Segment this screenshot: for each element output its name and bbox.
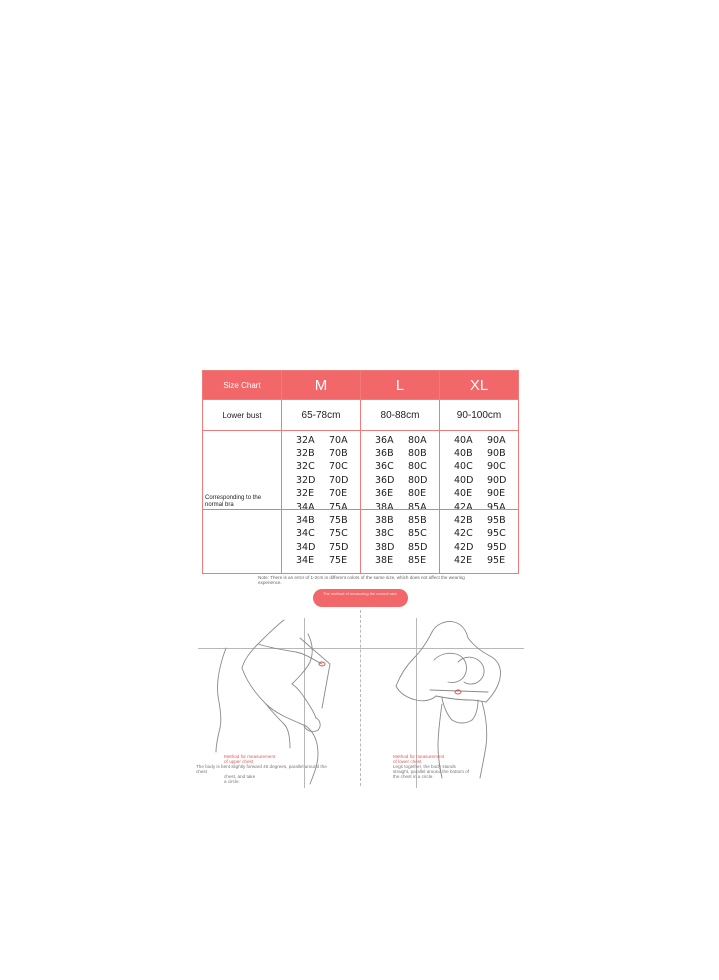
- upper-chest-caption: [196, 754, 360, 784]
- measuring-method-pill: [313, 589, 408, 607]
- lower-chest-caption-title-1: Method for measurement: [393, 754, 445, 759]
- us-band-size: 34E: [296, 554, 315, 566]
- eu-band-size: 70A: [329, 435, 348, 446]
- eu-band-size: 80C: [408, 461, 427, 473]
- eu-band-size: 95C: [487, 528, 506, 540]
- bra-size-pair: [454, 474, 518, 487]
- bra-size-pair: [454, 514, 518, 527]
- bra-sizes-l: [361, 431, 440, 574]
- bra-size-pair: [296, 460, 360, 473]
- bra-size-pair: [296, 541, 360, 554]
- us-band-size: 38D: [375, 541, 395, 553]
- eu-band-size: 90C: [487, 461, 506, 473]
- eu-band-size: 85E: [408, 554, 427, 566]
- row-divider: [282, 509, 360, 510]
- bra-size-pair: [454, 447, 518, 460]
- bra-size-list-l: [361, 431, 439, 567]
- us-band-size: 34C: [296, 528, 315, 540]
- us-band-size: 40D: [454, 474, 474, 486]
- us-band-size: 38E: [375, 554, 394, 566]
- bra-size-pair: [375, 434, 439, 447]
- eu-band-size: 75C: [329, 528, 348, 540]
- eu-band-size: 90E: [487, 487, 506, 499]
- bra-size-pair: [375, 487, 439, 500]
- us-band-size: 38A: [375, 502, 394, 514]
- eu-band-size: 90B: [487, 448, 506, 460]
- bra-size-label-line2: normal bra: [205, 502, 234, 508]
- lower-chest-caption-title-2: of lower chest: [393, 759, 422, 764]
- us-band-size: 40E: [454, 487, 473, 499]
- upper-chest-caption-title-2: of upper chest: [224, 759, 254, 764]
- bra-size-pair: [375, 527, 439, 540]
- size-note: Note: There is an error of 1-2cm in different colors of the same size, which does not affect the wearing experience.: [258, 575, 465, 585]
- lower-chest-caption-desc-1: Legs together, the body stands: [393, 764, 456, 769]
- eu-band-size: 85C: [408, 528, 427, 540]
- eu-band-size: 95E: [487, 554, 506, 566]
- us-band-size: 42C: [454, 528, 473, 540]
- eu-band-size: 90D: [487, 474, 507, 486]
- lower-bust-m: 65-78cm: [282, 400, 361, 431]
- bra-size-pair: [296, 554, 360, 567]
- bra-size-pair: [296, 474, 360, 487]
- lower-bust-xl: 90-100cm: [440, 400, 519, 431]
- size-table: [202, 370, 519, 574]
- us-band-size: 34A: [296, 502, 315, 514]
- eu-band-size: 80B: [408, 448, 427, 460]
- us-band-size: 32C: [296, 461, 315, 473]
- lower-bust-label: Lower bust: [203, 400, 282, 431]
- size-xl-header: XL: [440, 371, 519, 400]
- row-divider: [440, 509, 518, 510]
- bra-size-pair: [375, 554, 439, 567]
- us-band-size: 40B: [454, 448, 473, 460]
- bra-size-pair: [296, 514, 360, 527]
- bra-size-pair: [375, 514, 439, 527]
- bra-size-label: [203, 431, 282, 574]
- bra-size-pair: [375, 460, 439, 473]
- bra-size-pair: [454, 460, 518, 473]
- measuring-method-label: The method of measuring the correct size: [323, 591, 397, 596]
- eu-band-size: 95A: [487, 502, 506, 514]
- lower-chest-caption-desc-3: the chest in a circle.: [393, 774, 434, 779]
- us-band-size: 32E: [296, 487, 315, 499]
- eu-band-size: 70C: [329, 461, 348, 473]
- us-band-size: 42B: [454, 515, 473, 527]
- bra-size-pair: [454, 487, 518, 500]
- bra-size-pair: [454, 541, 518, 554]
- us-band-size: 36B: [375, 448, 394, 460]
- us-band-size: 32A: [296, 435, 315, 446]
- us-band-size: 36E: [375, 487, 394, 499]
- upper-chest-caption-desc-4: a circle.: [224, 779, 240, 784]
- us-band-size: 32B: [296, 448, 315, 460]
- eu-band-size: 85A: [408, 502, 427, 514]
- bra-size-pair: [454, 527, 518, 540]
- us-band-size: 42E: [454, 554, 473, 566]
- us-band-size: 36A: [375, 435, 394, 446]
- table-header-row: [203, 371, 519, 400]
- eu-band-size: 75E: [329, 554, 348, 566]
- us-band-size: 42D: [454, 541, 474, 553]
- eu-band-size: 70D: [329, 474, 349, 486]
- bra-size-label-line1: Corresponding to the: [205, 495, 262, 501]
- bra-size-pair: [296, 447, 360, 460]
- eu-band-size: 75A: [329, 502, 348, 514]
- upper-chest-caption-desc-2: chest: [196, 769, 207, 774]
- us-band-size: 38C: [375, 528, 394, 540]
- bra-size-pair: [296, 487, 360, 500]
- lower-chest-caption-desc-2: straight, parallel around the bottom of: [393, 769, 470, 774]
- eu-band-size: 85D: [408, 541, 428, 553]
- us-band-size: 40A: [454, 435, 473, 446]
- size-l-header: L: [361, 371, 440, 400]
- us-band-size: 42A: [454, 502, 473, 514]
- upper-chest-caption-desc-1: The body is bent slightly forward 45 degrees, parallel around the: [196, 764, 327, 769]
- us-band-size: 36C: [375, 461, 394, 473]
- upper-chest-caption-desc-3: chest, and take: [224, 774, 256, 779]
- eu-band-size: 95D: [487, 541, 507, 553]
- bra-size-list-xl: [440, 431, 518, 567]
- eu-band-size: 75D: [329, 541, 349, 553]
- us-band-size: 34D: [296, 541, 316, 553]
- bra-sizes-m: [282, 431, 361, 574]
- us-band-size: 34B: [296, 515, 315, 527]
- bra-sizes-xl: [440, 431, 519, 574]
- bra-size-pair: [454, 554, 518, 567]
- bra-size-row: [203, 431, 519, 574]
- eu-band-size: 80A: [408, 435, 427, 446]
- size-m-header: M: [282, 371, 361, 400]
- bra-size-pair: [375, 447, 439, 460]
- bra-size-pair: [454, 501, 518, 514]
- upper-chest-caption-title-1: Method for measurement: [224, 754, 276, 759]
- lower-bust-l: 80-88cm: [361, 400, 440, 431]
- bra-size-pair: [454, 434, 518, 447]
- eu-band-size: 70E: [329, 487, 348, 499]
- bra-size-pair: [296, 527, 360, 540]
- eu-band-size: 85B: [408, 515, 427, 527]
- size-chart-title: Size Chart: [203, 371, 282, 400]
- us-band-size: 38B: [375, 515, 394, 527]
- us-band-size: 36D: [375, 474, 395, 486]
- eu-band-size: 80D: [408, 474, 428, 486]
- bra-size-pair: [375, 541, 439, 554]
- bra-size-list-m: [282, 431, 360, 567]
- us-band-size: 40C: [454, 461, 473, 473]
- eu-band-size: 90A: [487, 435, 506, 446]
- bra-size-pair: [375, 501, 439, 514]
- us-band-size: 32D: [296, 474, 316, 486]
- bra-size-pair: [296, 501, 360, 514]
- lower-bust-row: [203, 400, 519, 431]
- bra-size-pair: [375, 474, 439, 487]
- lower-chest-caption: [393, 754, 523, 779]
- row-divider: [203, 509, 281, 510]
- size-chart-sheet: [196, 368, 526, 788]
- eu-band-size: 95B: [487, 515, 506, 527]
- eu-band-size: 80E: [408, 487, 427, 499]
- bra-size-pair: [296, 434, 360, 447]
- row-divider: [361, 509, 439, 510]
- eu-band-size: 70B: [329, 448, 348, 460]
- eu-band-size: 75B: [329, 515, 348, 527]
